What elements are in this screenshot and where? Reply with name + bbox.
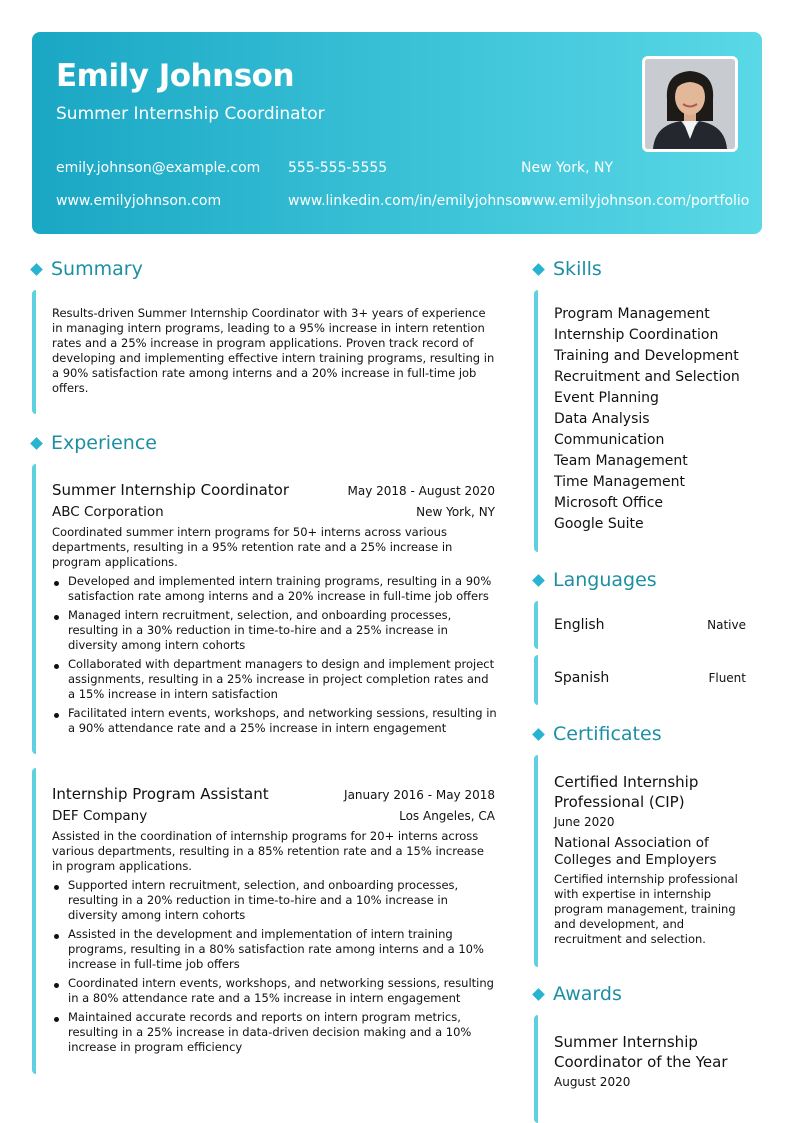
certificates-heading-text: Certificates: [553, 723, 662, 745]
skills-list: [554, 304, 740, 535]
achievement-item: Facilitated intern events, workshops, and networking sessions, resulting in a 90% attendance rate and a 25% increase in intern engagement: [52, 706, 498, 736]
resume-header: [32, 32, 762, 234]
certificate-name: Certified Internship Professional (CIP): [554, 773, 699, 811]
job-accent-bar: [32, 464, 36, 754]
contact-linkedin[interactable]: www.linkedin.com/in/emilyjohnson: [288, 193, 530, 209]
skill-item: Recruitment and Selection: [554, 369, 740, 385]
certificates-heading: [534, 723, 662, 745]
achievement-item: Collaborated with department managers to design and implement project assignments, resulting in a 25% increase in project completion rates and a 15% increase in intern satisfaction: [52, 657, 498, 702]
job-dates: May 2018 - August 2020: [347, 484, 495, 498]
certificate-date: June 2020: [554, 815, 615, 829]
diamond-icon: [30, 263, 43, 276]
job-title: Internship Program Assistant: [52, 785, 269, 803]
job-company-line: [52, 808, 495, 824]
job-company-line: [52, 504, 495, 520]
contact-portfolio[interactable]: www.emilyjohnson.com/portfolio: [521, 193, 750, 209]
diamond-icon: [532, 263, 545, 276]
language-row: [554, 617, 746, 633]
job-description: Assisted in the coordination of internship programs for 20+ interns across various departments, resulting in a 85% retention rate and a 15% increase in program applications.: [52, 829, 484, 873]
profile-photo: [642, 56, 738, 152]
summary-heading-text: Summary: [51, 258, 143, 280]
achievement-item: Assisted in the development and implementation of intern training programs, resulting in a 80% satisfaction rate among interns and a 10% increase in full-time job offers: [52, 927, 498, 972]
skill-item: Program Management: [554, 306, 710, 322]
skill-item: Data Analysis: [554, 411, 650, 427]
job-achievements: [52, 574, 498, 740]
job-location: New York, NY: [416, 505, 495, 519]
contact-location: New York, NY: [521, 160, 614, 176]
award-accent-bar: [534, 1015, 538, 1123]
language-level: Native: [707, 618, 746, 632]
job-location: Los Angeles, CA: [399, 809, 495, 823]
award-name: Summer Internship Coordinator of the Year: [554, 1033, 728, 1071]
skill-item: Microsoft Office: [554, 495, 664, 511]
diamond-icon: [30, 437, 43, 450]
contact-website[interactable]: www.emilyjohnson.com: [56, 193, 222, 209]
diamond-icon: [532, 574, 545, 587]
skill-item: Team Management: [554, 453, 688, 469]
job-company: ABC Corporation: [52, 504, 164, 520]
skill-item: Time Management: [554, 474, 685, 490]
certificate-description: Certified internship professional with expertise in internship program management, training and development, and recruitment and selection.: [554, 872, 738, 946]
portrait-image: [645, 59, 735, 149]
skills-heading-text: Skills: [553, 258, 602, 280]
job-title: Summer Internship Coordinator: [52, 481, 289, 499]
contact-email[interactable]: emily.johnson@example.com: [56, 160, 261, 176]
skills-heading: [534, 258, 602, 280]
job-header: [52, 481, 495, 499]
language-accent-bar: [534, 601, 538, 649]
candidate-title: Summer Internship Coordinator: [56, 104, 325, 124]
awards-heading: [534, 983, 622, 1005]
diamond-icon: [532, 728, 545, 741]
languages-heading-text: Languages: [553, 569, 657, 591]
certificate-issuer: National Association of Colleges and Employers: [554, 835, 717, 868]
job-accent-bar: [32, 768, 36, 1074]
skill-item: Event Planning: [554, 390, 659, 406]
experience-heading-text: Experience: [51, 432, 157, 454]
achievement-item: Coordinated intern events, workshops, and networking sessions, resulting in a 80% attendance rate and a 15% increase in intern engagement: [52, 976, 498, 1006]
summary-accent-bar: [32, 290, 36, 414]
job-dates: January 2016 - May 2018: [344, 788, 495, 802]
contact-phone[interactable]: 555-555-5555: [288, 160, 388, 176]
achievement-item: Developed and implemented intern training programs, resulting in a 90% satisfaction rate among interns and a 20% increase in full-time job offers: [52, 574, 498, 604]
skill-item: Communication: [554, 432, 665, 448]
job-achievements: [52, 878, 498, 1059]
achievement-item: Supported intern recruitment, selection, and onboarding processes, resulting in a 20% reduction in time-to-hire and a 10% increase in diversity among intern cohorts: [52, 878, 498, 923]
skill-item: Internship Coordination: [554, 327, 719, 343]
language-name: Spanish: [554, 670, 610, 686]
achievement-item: Managed intern recruitment, selection, and onboarding processes, resulting in a 30% reduction in time-to-hire and a 25% increase in diversity among intern cohorts: [52, 608, 498, 653]
candidate-name: Emily Johnson: [56, 58, 295, 94]
summary-heading: [32, 258, 143, 280]
skills-accent-bar: [534, 290, 538, 552]
skill-item: Training and Development: [554, 348, 739, 364]
experience-heading: [32, 432, 157, 454]
awards-heading-text: Awards: [553, 983, 622, 1005]
language-name: English: [554, 617, 605, 633]
language-row: [554, 670, 746, 686]
job-description: Coordinated summer intern programs for 50+ interns across various departments, resulting in a 95% retention rate and a 25% increase in program applications.: [52, 525, 453, 569]
languages-heading: [534, 569, 657, 591]
diamond-icon: [532, 988, 545, 1001]
job-company: DEF Company: [52, 808, 148, 824]
achievement-item: Maintained accurate records and reports on intern program metrics, resulting in a 25% increase in data-driven decision making and a 10% increase in program efficiency: [52, 1010, 498, 1055]
language-level: Fluent: [708, 671, 746, 685]
summary-text: Results-driven Summer Internship Coordinator with 3+ years of experience in managing intern programs, leading to a 95% increase in intern retention rates and a 25% increase in program applications. Proven track record of developing and implementing effective intern training programs, resulting in a 90% satisfaction rate among interns and a 20% increase in full-time job offers.: [52, 306, 495, 395]
job-header: [52, 785, 495, 803]
certificate-accent-bar: [534, 755, 538, 967]
award-date: August 2020: [554, 1075, 631, 1089]
language-accent-bar: [534, 655, 538, 705]
skill-item: Google Suite: [554, 516, 644, 532]
